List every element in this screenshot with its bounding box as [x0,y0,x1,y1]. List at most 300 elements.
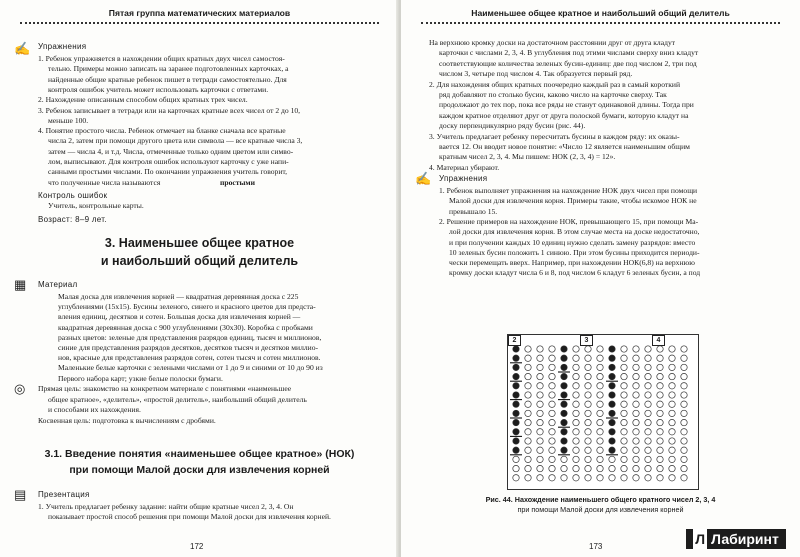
bead-hole [525,419,531,425]
text-line: вления единиц, десятков и сотен. Большая доска для извлечения корней — [58,312,301,322]
bead-hole [549,392,555,398]
age-text: Возраст: 8–9 лет. [38,215,107,224]
bead-hole [537,364,543,370]
bead-filled [609,355,615,361]
chapter-title-line2: и наибольший общий делитель [100,254,299,268]
bead-hole [585,346,591,352]
bead-hole [633,429,639,435]
bead-hole [609,475,615,481]
bead-hole [585,438,591,444]
bead-hole [573,346,579,352]
bead-hole [669,401,675,407]
bead-filled [561,392,567,398]
exercises-heading: Упражнения [38,42,87,51]
bead-hole [585,373,591,379]
bead-hole [549,438,555,444]
bead-hole [669,346,675,352]
bead-hole [609,465,615,471]
text-line: показывает простой способ решения при помощи Малой доски для извлечения корней. [48,512,331,522]
bead-hole [525,456,531,462]
bead-hole [597,373,603,379]
bead-filled [513,364,519,370]
bead-hole [657,429,663,435]
bead-hole [669,419,675,425]
bead-hole [585,447,591,453]
bead-filled [513,410,519,416]
bead-hole [549,465,555,471]
bead-filled [513,355,519,361]
bead-hole [621,401,627,407]
bead-hole [537,419,543,425]
text-line: ряд добавляют по столько бусин, каково число на карточке сверху. Так [439,90,667,99]
bead-hole [621,364,627,370]
bead-hole [657,383,663,389]
text-line: доску перпендикулярно ряду бусин (рис. 44). [439,121,586,131]
bead-filled [561,355,567,361]
bead-hole [525,438,531,444]
bead-hole [621,410,627,416]
right-running-header: Наименьшее общее кратное и наибольший общий делитель [471,8,730,18]
bead-hole [621,355,627,361]
bead-hole [669,438,675,444]
bead-hole [537,438,543,444]
bead-hole [537,383,543,389]
bead-filled [561,401,567,407]
bead-hole [585,419,591,425]
bead-hole [597,364,603,370]
text-line: 3. Учитель предлагает ребенку пересчитать бусины в каждом ряду: их оказы- [429,131,680,141]
text-line: контроля ошибок учитель может использовать карточки с ответами. [48,84,269,94]
bead-hole [621,475,627,481]
bead-hole [573,410,579,416]
bold-word-prime: простыми [220,177,255,187]
text-line: 10 зеленых бусин положить 1 синюю. При этом бусины приходится периоди- [449,247,700,257]
bead-filled [609,364,615,370]
bead-filled [513,401,519,407]
bead-hole [633,410,639,416]
bead-hole [525,475,531,481]
bead-hole [681,438,687,444]
text-line: Маленькие белые карточки с зелеными числами от 1 до 9 и синими от 10 до 90 из [58,363,323,373]
right-exercises-heading: Упражнения [439,174,488,183]
bead-filled [609,346,615,352]
text-line: санными простыми числами. По окончании упражнения учитель говорит, [48,167,288,177]
text-line: Малая доска для извлечения корней — квадратная деревянная доска с 225 [58,292,299,301]
bead-hole [645,429,651,435]
figure-caption-line2: при помощи Малой доски для извлечения корней [517,505,684,514]
subsection-title-line1: 3.1. Введение понятия «наименьшее общее кратное» (НОК) [44,448,355,460]
bead-filled [609,392,615,398]
bead-hole [585,475,591,481]
bead-filled [513,392,519,398]
bead-hole [681,447,687,453]
bead-filled [561,346,567,352]
bead-hole [573,355,579,361]
bead-hole [525,346,531,352]
bead-hole [657,346,663,352]
text-line: Малой доски для извлечения корня. Примеры такие, чтобы искомое НОК не [449,196,697,206]
board-card-4: 4 [652,335,665,346]
figure-caption-line1: Рис. 44. Нахождение наименьшего общего кратного чисел 2, 3, 4 [485,495,716,504]
text-line: числом 3, четыре под числом 4. Так образуется первый ряд. [439,69,633,79]
bead-filled [609,383,615,389]
bead-hole [525,364,531,370]
bead-filled [609,429,615,435]
text-line: карточки с числами 2, 3, 4. В углубления под этими числами сверху вниз кладут [439,48,699,58]
right-header-rule [421,22,780,24]
bead-hole [657,373,663,379]
bead-filled [609,410,615,416]
bead-filled [609,438,615,444]
control-heading: Контроль ошибок [38,191,108,200]
text-line: и при получении каждых 10 единиц нужно сделать замену разрядов: вместо [449,237,696,247]
bead-hole [621,447,627,453]
text-line: углублениями (15х15). Бусины зеленого, синего и красного цветов для предстa- [58,302,316,312]
bead-hole [573,475,579,481]
bead-hole [549,429,555,435]
text-line: 1. Ребенок выполняет упражнения на нахождение НОК двух чисел при помощи [439,186,698,195]
bead-hole [549,401,555,407]
bead-hole [573,429,579,435]
bead-hole [597,410,603,416]
bead-hole [537,475,543,481]
bead-hole [681,429,687,435]
text-line: Первого набора карт; узкие белые полоски бумаги. [58,373,223,383]
bead-hole [525,465,531,471]
bead-filled [561,410,567,416]
bead-hole [585,355,591,361]
bead-hole [633,419,639,425]
left-page [0,0,399,557]
bead-hole [657,456,663,462]
bead-hole [681,346,687,352]
bead-hole [585,410,591,416]
bead-hole [525,410,531,416]
bead-hole [645,373,651,379]
bead-hole [621,429,627,435]
bead-hole [585,364,591,370]
bead-hole [669,475,675,481]
bead-hole [537,465,543,471]
text-line: квадратная деревянная доска с 900 углублениями (30х30). Коробка с пробками [58,322,313,332]
text-line: тельно. Примеры можно записать на заранее подготовленных карточках, а [48,64,289,74]
bead-hole [681,410,687,416]
bead-hole [537,392,543,398]
bead-hole [669,465,675,471]
text-line: продолжают до тех пор, пока все ряды не станут одинаковой длины. Тогда при [439,100,694,110]
text-line: нов, красные для представления разрядов сотен, сотен тысяч и сотен миллионов. [58,353,321,363]
bead-hole [585,383,591,389]
bead-hole [681,456,687,462]
bead-hole [645,465,651,471]
bead-hole [537,456,543,462]
bead-hole [573,401,579,407]
text-line: вается 12. Он вводит новое понятие: «Число 12 является наименьшим общим [439,142,690,151]
text-line: 2. Решение примеров на нахождение НОК, превышающего 15, при помощи Ма- [439,216,699,226]
bead-hole [537,401,543,407]
bead-hole [633,475,639,481]
bead-hole [633,364,639,370]
bead-hole [513,456,519,462]
bead-hole [537,410,543,416]
text-line: разных цветов: зеленые для представления разрядов единиц, тысяч и миллионов, [58,332,322,342]
bead-hole [645,364,651,370]
bead-hole [645,419,651,425]
bead-hole [645,456,651,462]
bead-hole [681,392,687,398]
text-line: лой доски для извлечения корня. В этом случае места на доске недостаточно, [449,227,700,237]
bead-filled [561,447,567,453]
bead-hole [573,456,579,462]
bead-filled [561,429,567,435]
bead-filled [609,401,615,407]
bead-hole [549,355,555,361]
bead-filled [561,364,567,370]
bead-filled [513,438,519,444]
bead-hole [597,401,603,407]
bead-hole [537,346,543,352]
bead-hole [645,355,651,361]
bead-hole [645,438,651,444]
bead-filled [561,373,567,379]
bead-hole [585,429,591,435]
bead-hole [645,401,651,407]
left-header-rule [20,22,379,24]
text-line: Косвенная цель: подготовка к вычислениям с дробями. [38,415,216,425]
bead-hole [621,373,627,379]
bead-hole [633,447,639,453]
bead-hole [681,465,687,471]
bead-hole [597,456,603,462]
bead-hole [549,419,555,425]
text-line: что полученные числа называются [48,177,161,187]
bead-hole [525,355,531,361]
bead-hole [549,373,555,379]
text-line: и способами их нахождения. [48,405,141,415]
bead-hole [621,392,627,398]
bead-hole [657,401,663,407]
text-line: синие для представления разрядов десятков, десятков тысяч и десятков миллио- [58,343,319,352]
bead-hole [549,447,555,453]
bead-hole [585,456,591,462]
right-page [401,0,800,557]
text-line: 4. Материал убирают. [429,162,500,172]
bead-hole [633,346,639,352]
bead-hole [669,410,675,416]
bead-hole [597,447,603,453]
bead-hole [645,475,651,481]
material-icon: ▦ [14,277,27,292]
bead-hole [621,438,627,444]
text-line: числа 2, затем при помощи другого цвета или символа — все кратные числа 3, [48,136,303,146]
bead-hole [657,364,663,370]
bead-hole [525,383,531,389]
bead-hole [681,355,687,361]
bead-filled [513,346,519,352]
bead-hole [537,447,543,453]
bead-hole [609,456,615,462]
exercise-icon-right: ✍ [415,171,432,186]
exercise-icon: ✍ [14,41,31,56]
bead-hole [669,355,675,361]
bead-hole [525,373,531,379]
bead-hole [681,419,687,425]
board-card-2: 2 [508,335,521,346]
bead-hole [573,383,579,389]
bead-filled [513,447,519,453]
bead-hole [597,465,603,471]
bead-hole [633,456,639,462]
bead-hole [669,392,675,398]
bead-hole [621,465,627,471]
bead-hole [621,456,627,462]
bead-hole [597,419,603,425]
bead-hole [537,373,543,379]
material-heading: Материал [38,280,78,289]
bead-filled [561,438,567,444]
bead-filled [513,373,519,379]
bead-hole [549,456,555,462]
presentation-heading: Презентация [38,490,90,499]
text-line: затем — числа 4, и т.д. Числа, отмеченные только одним цветом или симво- [48,146,294,156]
bead-hole [597,346,603,352]
bead-hole [633,373,639,379]
presentation-icon: ▤ [14,487,27,502]
bead-hole [657,410,663,416]
text-line: лом, выписывают. Для контроля ошибок используют карточку с уже напи- [48,157,289,166]
bead-hole [681,383,687,389]
bead-hole [669,373,675,379]
bead-hole [513,475,519,481]
bead-hole [645,447,651,453]
right-page-number: 173 [589,542,603,551]
bead-hole [633,465,639,471]
bead-hole [669,456,675,462]
labirint-logo: Л Лабиринт [686,529,786,549]
bead-hole [597,392,603,398]
bead-hole [645,392,651,398]
bead-filled [609,447,615,453]
text-line: На верхнюю кромку доски на достаточном расстоянии друг от друга кладут [429,38,676,47]
bead-hole [645,346,651,352]
bead-hole [573,373,579,379]
bead-hole [597,355,603,361]
bead-hole [633,438,639,444]
bead-hole [549,364,555,370]
bead-hole [537,429,543,435]
left-running-header: Пятая группа математических материалов [108,8,291,18]
bead-filled [513,429,519,435]
bead-hole [681,475,687,481]
text-line: общее кратное», «делитель», «простой делитель», наибольший общий делитель [48,394,307,404]
bead-hole [669,447,675,453]
bead-filled [513,383,519,389]
text-line: каждом кратное отделяют друг от друга полоской бумаги, которую кладут на [439,110,689,120]
bead-hole [597,429,603,435]
text-line: кратным чисел 2, 3, 4. Мы пишем: НОК (2, 3, 4) = 12». [439,152,616,162]
text-line: найденные общие кратные ребенок пишет в тетради самостоятельно. Для [48,74,287,84]
text-line: превышало 15. [449,206,498,216]
bead-hole [597,475,603,481]
bead-hole [669,364,675,370]
text-line: меньше 100. [48,115,89,125]
bead-hole [573,465,579,471]
left-page-number: 172 [190,542,204,551]
bead-hole [669,429,675,435]
bead-hole [561,456,567,462]
bead-hole [573,447,579,453]
bead-hole [621,383,627,389]
board-card-3: 3 [580,335,593,346]
bead-hole [645,410,651,416]
text-line: соответствующие количества зеленых бусин-единиц: две под числом 2, три под [439,58,697,68]
bead-hole [657,447,663,453]
bead-hole [561,475,567,481]
text-line: 2. Для нахождения общих кратных поочередно каждый раз в самый короткий [429,79,681,89]
bead-hole [621,346,627,352]
bead-hole [657,475,663,481]
bead-hole [681,401,687,407]
bead-hole [681,373,687,379]
bead-hole [525,401,531,407]
bead-hole [573,419,579,425]
bead-hole [513,465,519,471]
text-line: Прямая цель: знакомство на конкретном материале с понятиями «наименьшее [38,384,292,393]
text-line: чески перемещать вверх. Например, при нахождении НОК(6,8) на верхнюю [449,258,695,268]
text-line: 1. Ребенок упражняется в нахождении общих кратных двух чисел самостоя- [38,54,285,63]
bead-hole [657,355,663,361]
bead-hole [525,447,531,453]
bead-hole [585,392,591,398]
text-line: 3. Ребенок записывает в тетради или на карточках кратные всех чисел от 2 до 10, [38,105,301,115]
bead-hole [573,438,579,444]
bead-filled [513,419,519,425]
bead-hole [525,392,531,398]
bead-hole [561,465,567,471]
bead-hole [621,419,627,425]
bead-hole [669,383,675,389]
bead-hole [549,383,555,389]
bead-hole [681,364,687,370]
bead-hole [597,438,603,444]
bead-filled [609,419,615,425]
bead-hole [657,419,663,425]
bead-hole [549,410,555,416]
chapter-title-line1: 3. Наименьшее общее кратное [104,236,295,250]
bead-filled [609,373,615,379]
text-line: 1. Учитель предлагает ребенку задание: найти общие кратные чисел 2, 3, 4. Он [38,502,294,511]
text-line: 2. Нахождение описанным способом общих кратных трех чисел. [38,95,248,105]
bead-hole [573,364,579,370]
board-grid [508,335,698,489]
bead-hole [573,392,579,398]
bead-hole [633,392,639,398]
bead-hole [645,383,651,389]
subsection-title-line2: при помощи Малой доски для извлечения корней [69,464,330,476]
bead-hole [633,355,639,361]
bead-hole [633,383,639,389]
bead-hole [525,429,531,435]
bead-hole [537,355,543,361]
control-text: Учитель, контрольные карты. [48,201,144,210]
bead-hole [549,346,555,352]
text-line: кромку доски кладут числа 6 и 8, под числом 6 кладут 6 зеленых бусин, а под [449,268,701,278]
bead-hole [657,438,663,444]
bead-filled [561,419,567,425]
bead-hole [585,401,591,407]
bead-hole [657,392,663,398]
bead-hole [597,383,603,389]
